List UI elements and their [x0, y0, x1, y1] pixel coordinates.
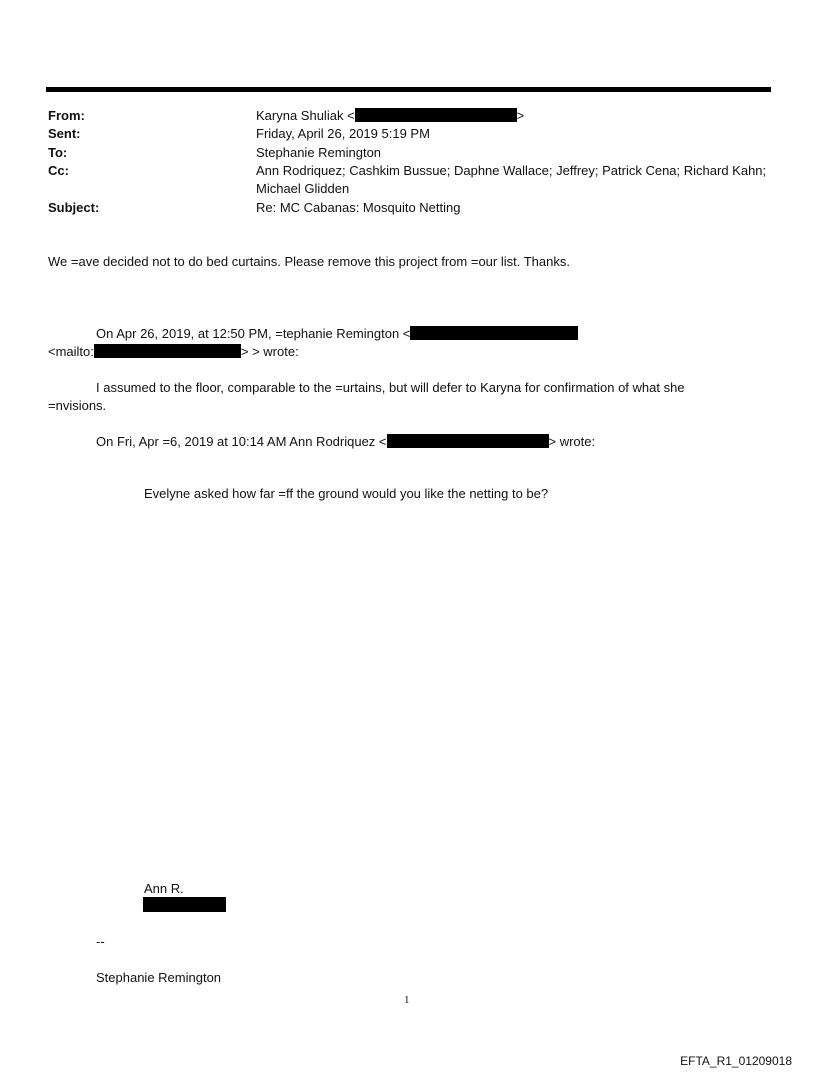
redaction-box: [143, 897, 226, 912]
to-label: To:: [48, 145, 68, 160]
redaction-box: [410, 326, 578, 340]
from-label: From:: [48, 108, 85, 123]
to-value: Stephanie Remington: [256, 145, 382, 160]
quote1-wrote: > > wrote:: [240, 344, 299, 359]
quote2-wrote: > wrote:: [548, 434, 596, 449]
cc-label: Cc:: [48, 163, 69, 178]
quote2-body: Evelyne asked how far =ff the ground would you like the netting to be?: [144, 486, 549, 501]
sent-label: Sent:: [48, 126, 81, 141]
sent-value: Friday, April 26, 2019 5:19 PM: [256, 126, 430, 141]
quote1-line1: I assumed to the floor, comparable to the =urtains, but will defer to Karyna for confirmation of what she: [96, 380, 685, 395]
signature-separator: --: [96, 934, 105, 949]
subject-label: Subject:: [48, 200, 100, 215]
mailto-prefix: <mailto:: [48, 344, 94, 359]
redaction-box: [387, 434, 549, 448]
from-name: Karyna Shuliak <: [256, 108, 355, 123]
cc-value-line1: Ann Rodriquez; Cashkim Bussue; Daphne Wallace; Jeffrey; Patrick Cena; Richard Kahn;: [256, 163, 767, 178]
from-value: [256, 107, 771, 125]
header-rule: [46, 87, 771, 92]
quote1-intro-text: On Apr 26, 2019, at 12:50 PM, =tephanie Remington <: [96, 326, 411, 341]
subject-value: Re: MC Cabanas: Mosquito Netting: [256, 200, 461, 215]
signature-name: Ann R.: [144, 881, 184, 896]
quote2-intro-text: On Fri, Apr =6, 2019 at 10:14 AM Ann Rodriquez <: [96, 434, 387, 449]
from-close: >: [516, 108, 525, 123]
page-number: 1: [404, 994, 410, 1006]
quote1-mailto: [48, 343, 299, 361]
quote1-intro: [96, 325, 578, 343]
message-body: We =ave decided not to do bed curtains. Please remove this project from =our list. Thanks.: [48, 254, 570, 269]
redaction-box: [355, 108, 517, 122]
quote2-intro: [96, 433, 595, 451]
cc-value-line2: Michael Glidden: [256, 181, 350, 196]
quote1-line2: =nvisions.: [48, 398, 107, 413]
bates-number: EFTA_R1_01209018: [680, 1054, 792, 1068]
redaction-box: [94, 344, 241, 358]
signature-name-2: Stephanie Remington: [96, 970, 222, 985]
